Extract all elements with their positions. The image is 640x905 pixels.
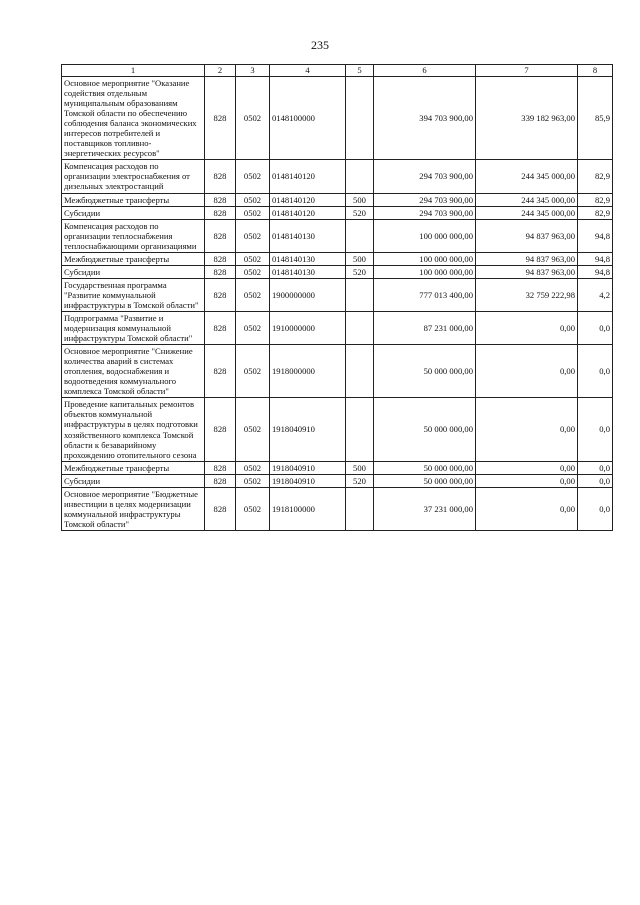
- row-target-article-cell: 1918040910: [270, 461, 346, 474]
- row-section-cell: 0502: [236, 345, 270, 398]
- row-planned-amount-cell: 87 231 000,00: [374, 311, 476, 344]
- row-target-article-cell: 1918040910: [270, 474, 346, 487]
- table-row: [62, 252, 613, 265]
- row-name-cell: Субсидии: [62, 265, 205, 278]
- row-executed-amount-cell: 94 837 963,00: [476, 265, 578, 278]
- table-row: [62, 461, 613, 474]
- table-row: [62, 487, 613, 530]
- row-code-cell: 828: [205, 160, 236, 193]
- row-section-cell: 0502: [236, 461, 270, 474]
- row-executed-amount-cell: 94 837 963,00: [476, 252, 578, 265]
- row-planned-amount-cell: 50 000 000,00: [374, 345, 476, 398]
- row-code-cell: 828: [205, 193, 236, 206]
- row-target-article-cell: 1918000000: [270, 345, 346, 398]
- row-planned-amount-cell: 294 703 900,00: [374, 206, 476, 219]
- row-section-cell: 0502: [236, 278, 270, 311]
- row-expense-type-cell: 520: [346, 474, 374, 487]
- table-row: [62, 311, 613, 344]
- row-percent-cell: 94,8: [578, 219, 613, 252]
- row-expense-type-cell: [346, 278, 374, 311]
- header-cell-4: 4: [270, 65, 346, 77]
- row-executed-amount-cell: 244 345 000,00: [476, 206, 578, 219]
- row-section-cell: 0502: [236, 252, 270, 265]
- header-cell-3: 3: [236, 65, 270, 77]
- row-percent-cell: 0,0: [578, 398, 613, 461]
- row-planned-amount-cell: 777 013 400,00: [374, 278, 476, 311]
- header-cell-1: 1: [62, 65, 205, 77]
- budget-table: [61, 64, 613, 531]
- table-row: [62, 474, 613, 487]
- header-cell-2: 2: [205, 65, 236, 77]
- table-row: [62, 265, 613, 278]
- row-section-cell: 0502: [236, 311, 270, 344]
- row-expense-type-cell: [346, 311, 374, 344]
- row-executed-amount-cell: 0,00: [476, 311, 578, 344]
- row-expense-type-cell: 500: [346, 461, 374, 474]
- row-percent-cell: 82,9: [578, 160, 613, 193]
- row-percent-cell: 85,9: [578, 77, 613, 160]
- row-planned-amount-cell: 100 000 000,00: [374, 265, 476, 278]
- row-name-cell: Основное мероприятие "Бюджетные инвестиции в целях модернизации коммунальной инфраструктуры Томской области": [62, 487, 205, 530]
- row-code-cell: 828: [205, 219, 236, 252]
- row-percent-cell: 0,0: [578, 474, 613, 487]
- row-planned-amount-cell: 294 703 900,00: [374, 193, 476, 206]
- row-expense-type-cell: [346, 487, 374, 530]
- table-row: [62, 345, 613, 398]
- row-executed-amount-cell: 0,00: [476, 345, 578, 398]
- row-code-cell: 828: [205, 278, 236, 311]
- row-target-article-cell: 1918100000: [270, 487, 346, 530]
- row-percent-cell: 94,8: [578, 252, 613, 265]
- header-cell-5: 5: [346, 65, 374, 77]
- row-name-cell: Межбюджетные трансферты: [62, 193, 205, 206]
- table-row: [62, 219, 613, 252]
- row-target-article-cell: 0148140120: [270, 206, 346, 219]
- row-target-article-cell: 0148140120: [270, 193, 346, 206]
- row-percent-cell: 94,8: [578, 265, 613, 278]
- row-executed-amount-cell: 244 345 000,00: [476, 193, 578, 206]
- row-code-cell: 828: [205, 345, 236, 398]
- row-target-article-cell: 1910000000: [270, 311, 346, 344]
- row-target-article-cell: 0148140130: [270, 219, 346, 252]
- row-section-cell: 0502: [236, 398, 270, 461]
- row-code-cell: 828: [205, 474, 236, 487]
- table-row: [62, 206, 613, 219]
- row-code-cell: 828: [205, 487, 236, 530]
- row-section-cell: 0502: [236, 487, 270, 530]
- row-planned-amount-cell: 100 000 000,00: [374, 219, 476, 252]
- row-name-cell: Субсидии: [62, 474, 205, 487]
- row-target-article-cell: 0148140130: [270, 252, 346, 265]
- row-executed-amount-cell: 0,00: [476, 474, 578, 487]
- row-executed-amount-cell: 32 759 222,98: [476, 278, 578, 311]
- row-expense-type-cell: 520: [346, 265, 374, 278]
- row-expense-type-cell: [346, 398, 374, 461]
- row-executed-amount-cell: 0,00: [476, 461, 578, 474]
- header-cell-7: 7: [476, 65, 578, 77]
- row-expense-type-cell: 500: [346, 193, 374, 206]
- row-section-cell: 0502: [236, 265, 270, 278]
- row-planned-amount-cell: 294 703 900,00: [374, 160, 476, 193]
- row-target-article-cell: 1918040910: [270, 398, 346, 461]
- row-target-article-cell: 0148140130: [270, 265, 346, 278]
- header-row: [62, 65, 613, 77]
- row-planned-amount-cell: 394 703 900,00: [374, 77, 476, 160]
- row-executed-amount-cell: 0,00: [476, 487, 578, 530]
- row-percent-cell: 4,2: [578, 278, 613, 311]
- row-percent-cell: 0,0: [578, 487, 613, 530]
- row-planned-amount-cell: 50 000 000,00: [374, 398, 476, 461]
- row-code-cell: 828: [205, 206, 236, 219]
- row-percent-cell: 0,0: [578, 311, 613, 344]
- table-row: [62, 160, 613, 193]
- table-row: [62, 77, 613, 160]
- row-name-cell: Субсидии: [62, 206, 205, 219]
- row-executed-amount-cell: 94 837 963,00: [476, 219, 578, 252]
- row-name-cell: Компенсация расходов по организации электроснабжения от дизельных электростанций: [62, 160, 205, 193]
- row-percent-cell: 0,0: [578, 345, 613, 398]
- row-section-cell: 0502: [236, 474, 270, 487]
- row-code-cell: 828: [205, 398, 236, 461]
- row-name-cell: Подпрограмма "Развитие и модернизация коммунальной инфраструктуры Томской области": [62, 311, 205, 344]
- row-section-cell: 0502: [236, 160, 270, 193]
- header-cell-8: 8: [578, 65, 613, 77]
- row-code-cell: 828: [205, 461, 236, 474]
- row-target-article-cell: 0148140120: [270, 160, 346, 193]
- row-name-cell: Межбюджетные трансферты: [62, 461, 205, 474]
- row-code-cell: 828: [205, 77, 236, 160]
- row-planned-amount-cell: 50 000 000,00: [374, 461, 476, 474]
- row-section-cell: 0502: [236, 77, 270, 160]
- row-section-cell: 0502: [236, 206, 270, 219]
- row-planned-amount-cell: 100 000 000,00: [374, 252, 476, 265]
- row-name-cell: Проведение капитальных ремонтов объектов коммунальной инфраструктуры в целях подготовки хозяйственного комплекса Томской области к безаварийному прохождению отопительного сезона: [62, 398, 205, 461]
- row-expense-type-cell: [346, 77, 374, 160]
- row-name-cell: Межбюджетные трансферты: [62, 252, 205, 265]
- table-row: [62, 278, 613, 311]
- row-code-cell: 828: [205, 265, 236, 278]
- row-expense-type-cell: [346, 160, 374, 193]
- header-cell-6: 6: [374, 65, 476, 77]
- row-target-article-cell: 1900000000: [270, 278, 346, 311]
- row-name-cell: Государственная программа "Развитие коммунальной инфраструктуры в Томской области": [62, 278, 205, 311]
- row-name-cell: Основное мероприятие "Снижение количества аварий в системах отопления, водоснабжения и водоотведения коммунального комплекса Томской области": [62, 345, 205, 398]
- row-code-cell: 828: [205, 311, 236, 344]
- table-row: [62, 193, 613, 206]
- table-body: [62, 65, 613, 531]
- row-percent-cell: 82,9: [578, 193, 613, 206]
- table-row: [62, 398, 613, 461]
- row-section-cell: 0502: [236, 193, 270, 206]
- row-expense-type-cell: 520: [346, 206, 374, 219]
- row-executed-amount-cell: 0,00: [476, 398, 578, 461]
- page-number: 235: [311, 38, 329, 52]
- row-expense-type-cell: [346, 345, 374, 398]
- row-percent-cell: 82,9: [578, 206, 613, 219]
- row-name-cell: Основное мероприятие "Оказание содействия отдельным муниципальным образованиям Томской области по обеспечению соблюдения баланса экономических интересов потребителей и поставщиков топливно-энергетических ресурсов": [62, 77, 205, 160]
- row-executed-amount-cell: 244 345 000,00: [476, 160, 578, 193]
- row-planned-amount-cell: 37 231 000,00: [374, 487, 476, 530]
- row-expense-type-cell: 500: [346, 252, 374, 265]
- row-name-cell: Компенсация расходов по организации теплоснабжения теплоснабжающими организациями: [62, 219, 205, 252]
- row-expense-type-cell: [346, 219, 374, 252]
- row-executed-amount-cell: 339 182 963,00: [476, 77, 578, 160]
- row-percent-cell: 0,0: [578, 461, 613, 474]
- row-section-cell: 0502: [236, 219, 270, 252]
- row-target-article-cell: 0148100000: [270, 77, 346, 160]
- row-planned-amount-cell: 50 000 000,00: [374, 474, 476, 487]
- row-code-cell: 828: [205, 252, 236, 265]
